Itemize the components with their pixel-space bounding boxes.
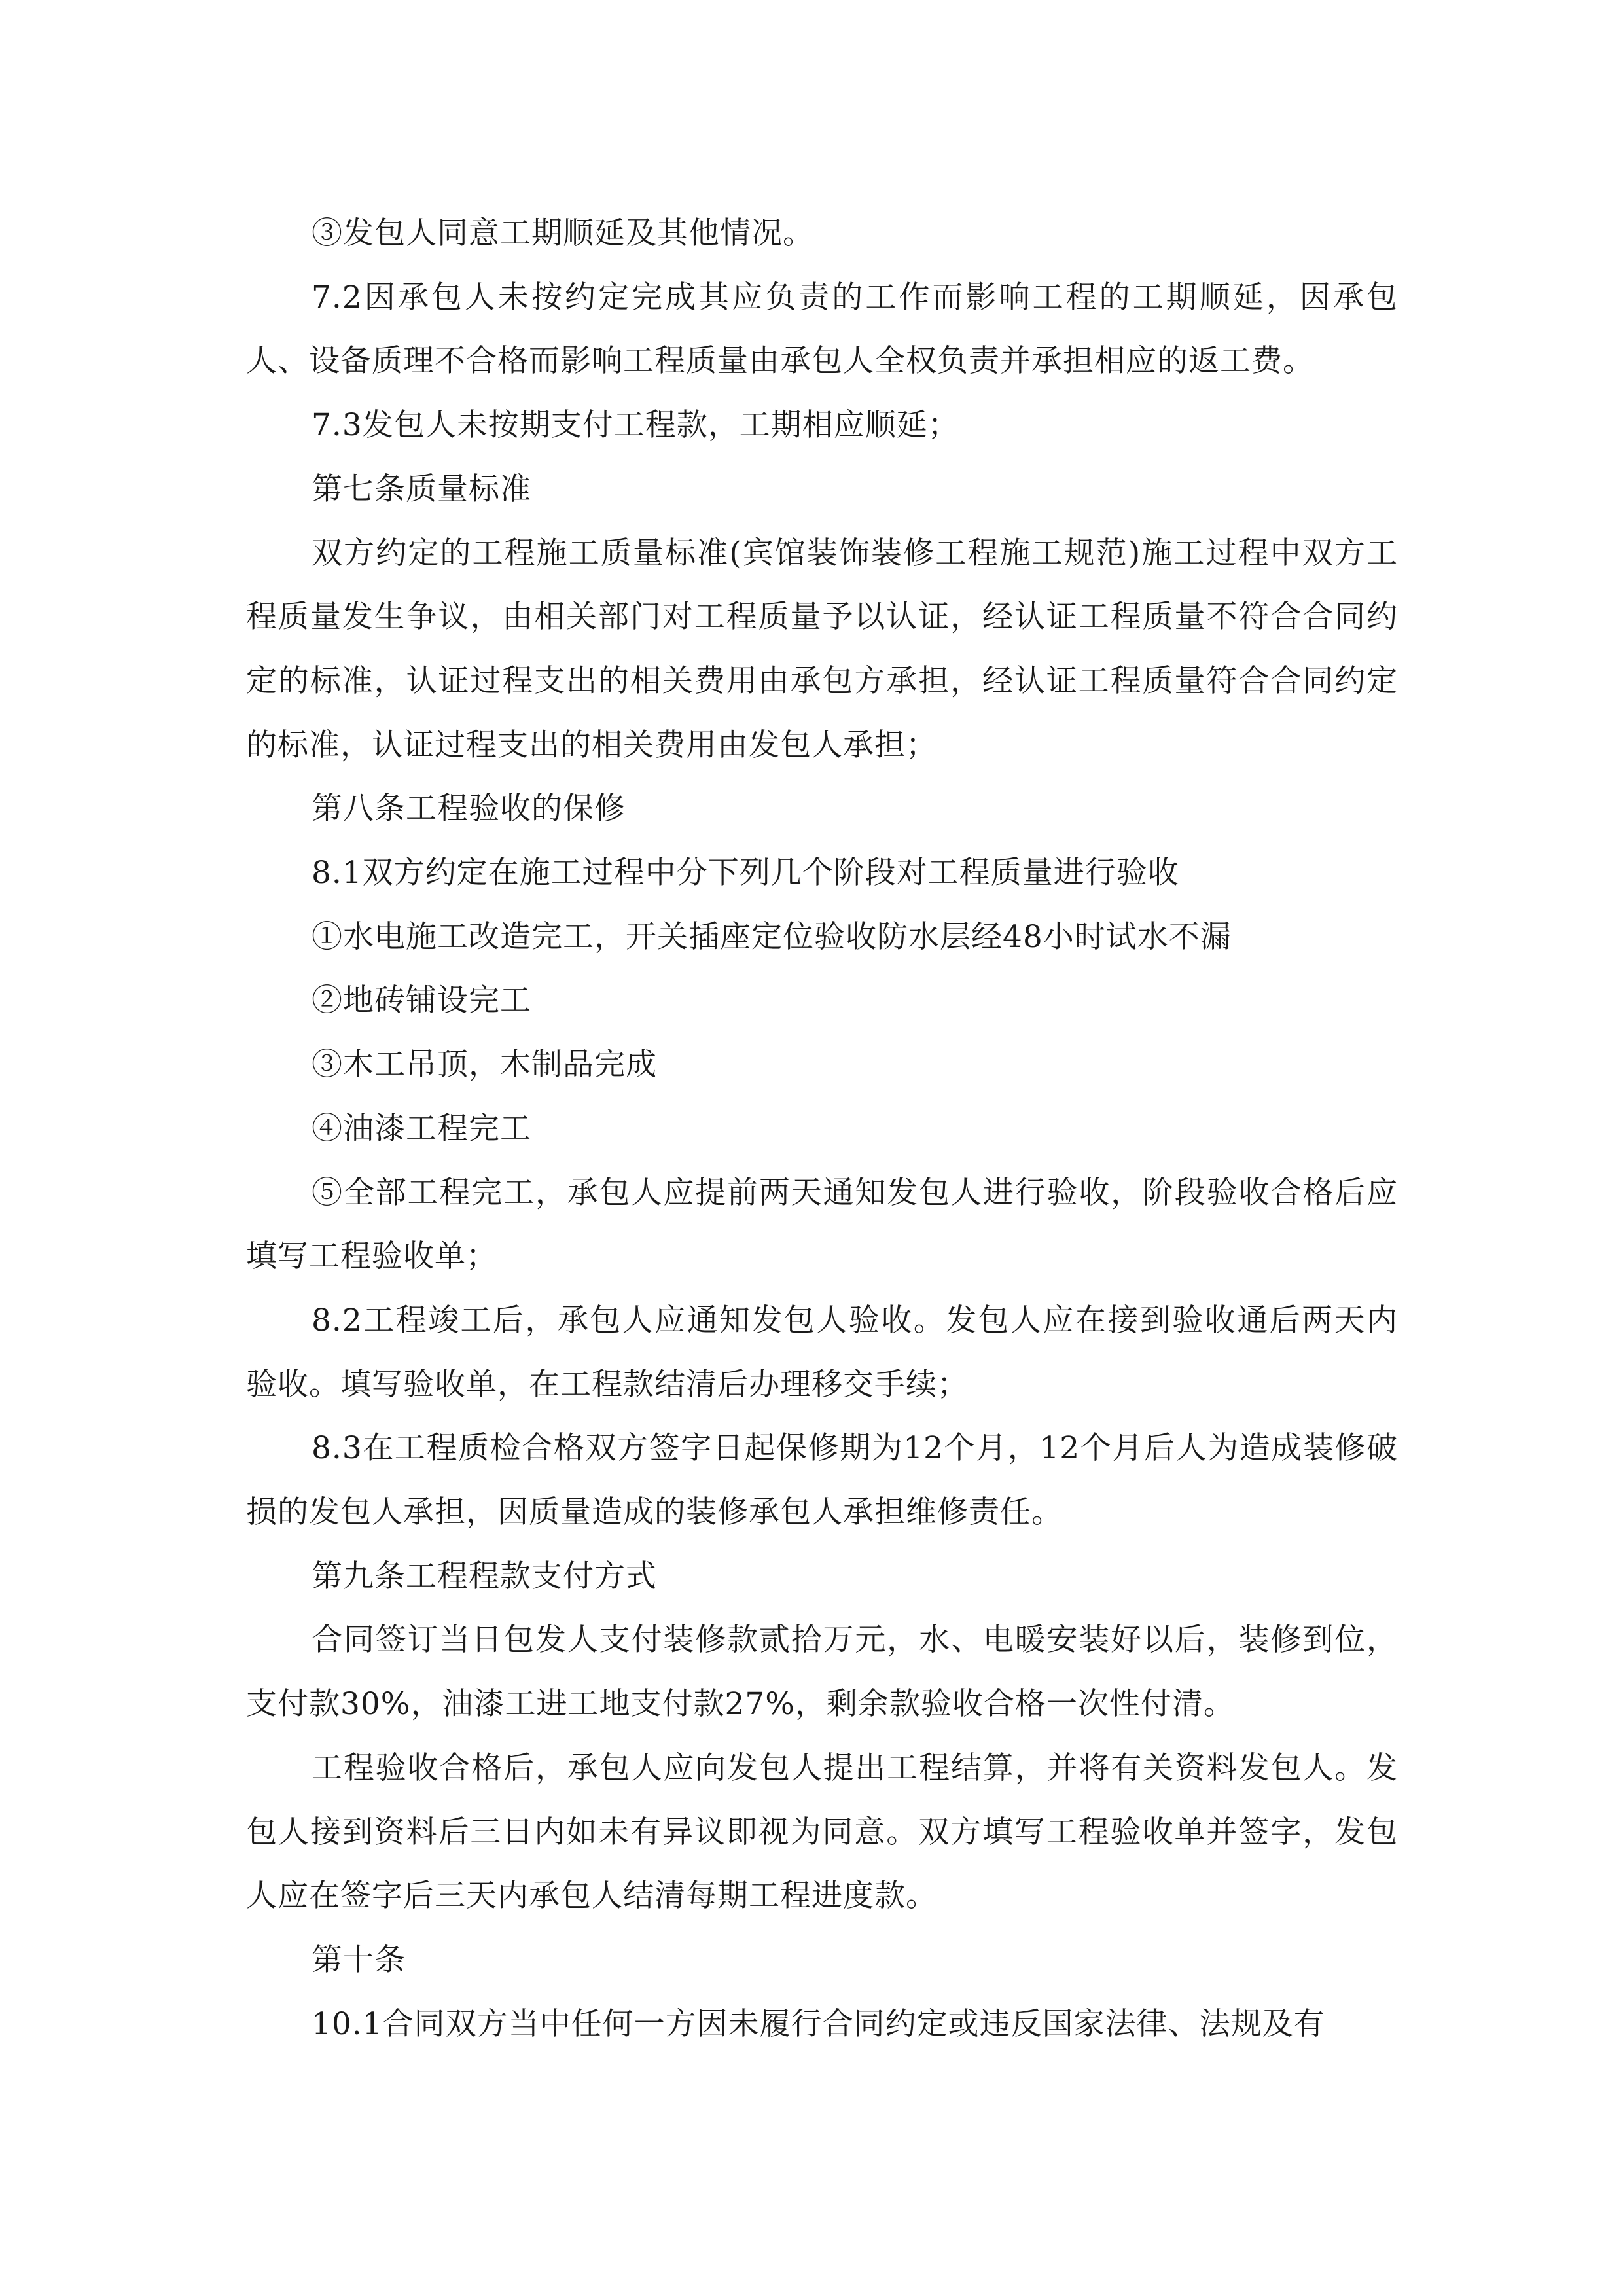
paragraph-8-2: 8.2工程竣工后，承包人应通知发包人验收。发包人应在接到验收通后两天内验收。填写验收单，在工程款结清后办理移交手续； <box>246 1302 1398 1403</box>
list-item-stage-2: ②地砖铺设完工 <box>312 982 531 1019</box>
heading-article-7: 第七条质量标准 <box>312 471 531 507</box>
paragraph-7-3: 7.3发包人未按期支付工程款，工期相应顺延； <box>312 407 959 444</box>
paragraph-8-3: 8.3在工程质检合格双方签字日起保修期为12个月，12个月后人为造成装修破损的发包人承担，因质量造成的装修承包人承担维修责任。 <box>246 1430 1398 1531</box>
list-item-stage-4: ④油漆工程完工 <box>312 1110 531 1147</box>
paragraph-clause-3-extension: ③发包人同意工期顺延及其他情况。 <box>312 215 814 251</box>
document-body <box>246 202 1398 2056</box>
list-item-stage-1: ①水电施工改造完工，开关插座定位验收防水层经48小时试水不漏 <box>312 918 1232 955</box>
heading-article-9: 第九条工程程款支付方式 <box>312 1558 657 1594</box>
heading-article-10: 第十条 <box>312 1941 406 1978</box>
paragraph-10-1: 10.1合同双方当中任何一方因未履行合同约定或违反国家法律、法规及有 <box>312 2005 1325 2042</box>
paragraph-settlement: 工程验收合格后，承包人应向发包人提出工程结算，并将有关资料发包人。发包人接到资料后三日内如未有异议即视为同意。双方填写工程验收单并签字，发包人应在签字后三天内承包人结清每期工程进度款。 <box>246 1749 1398 1914</box>
list-item-stage-5: ⑤全部工程完工，承包人应提前两天通知发包人进行验收，阶段验收合格后应填写工程验收单； <box>246 1174 1398 1275</box>
paragraph-7-2: 7.2因承包人未按约定完成其应负责的工作而影响工程的工期顺延，因承包人、设备质理不合格而影响工程质量由承包人全权负责并承担相应的返工费。 <box>246 279 1398 380</box>
list-item-stage-3: ③木工吊顶，木制品完成 <box>312 1047 657 1083</box>
heading-article-8: 第八条工程验收的保修 <box>312 791 626 827</box>
paragraph-8-1: 8.1双方约定在施工过程中分下列几个阶段对工程质量进行验收 <box>312 855 1179 891</box>
paragraph-payment: 合同签订当日包发人支付装修款贰拾万元，水、电暖安装好以后，装修到位，支付款30%，油漆工进工地支付款27%，剩余款验收合格一次性付清。 <box>246 1622 1398 1723</box>
paragraph-quality-standard: 双方约定的工程施工质量标准(宾馆装饰装修工程施工规范)施工过程中双方工程质量发生争议，由相关部门对工程质量予以认证，经认证工程质量不符合合同约定的标准，认证过程支出的相关费用由承包方承担，经认证工程质量符合合同约定的标准，认证过程支出的相关费用由发包人承担； <box>246 535 1398 763</box>
